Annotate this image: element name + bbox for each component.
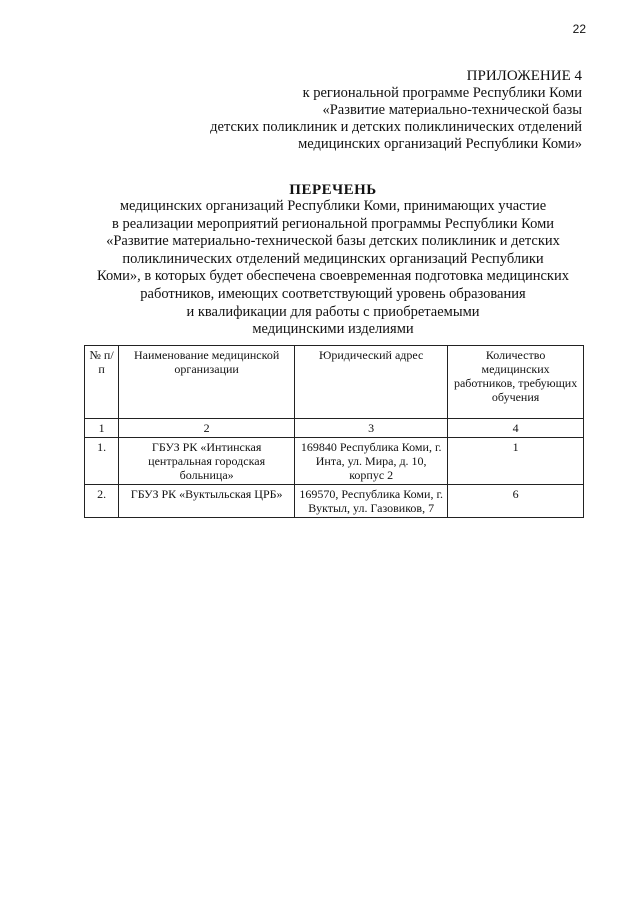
list-line: работников, имеющих соответствующий уровень образования bbox=[140, 285, 526, 302]
list-line: медицинскими изделиями bbox=[252, 321, 414, 338]
row-name: ГБУЗ РК «Интинская центральная городская больница» bbox=[119, 438, 295, 485]
list-line: в реализации мероприятий региональной программы Республики Коми bbox=[111, 215, 555, 232]
list-line: Коми», в которых будет обеспечена своевременная подготовка медицинских bbox=[97, 268, 569, 285]
row-count: 6 bbox=[448, 485, 584, 518]
list-line: «Развитие материально-технической базы детских поликлиник и детских bbox=[106, 233, 560, 250]
row-name: ГБУЗ РК «Вуктыльская ЦРБ» bbox=[119, 485, 295, 518]
column-index: 1 bbox=[85, 419, 119, 438]
appendix-title: ПРИЛОЖЕНИЕ 4 bbox=[466, 68, 582, 84]
row-num: 2. bbox=[85, 485, 119, 518]
list-line: медицинских организаций Республики Коми, принимающих участие bbox=[119, 198, 547, 214]
list-line: поликлинических отделений медицинских организаций Республики bbox=[122, 250, 544, 267]
column-index: 4 bbox=[448, 419, 584, 438]
table-row bbox=[85, 485, 584, 518]
page-number: 22 bbox=[572, 22, 586, 36]
column-index: 3 bbox=[295, 419, 448, 438]
appendix-line: «Развитие материально-технической базы bbox=[322, 102, 582, 118]
appendix-line: медицинских организаций Республики Коми» bbox=[298, 136, 582, 152]
table-index-row bbox=[85, 419, 584, 438]
list-description bbox=[80, 198, 586, 339]
table-header-row bbox=[85, 346, 584, 419]
row-address: 169840 Республика Коми, г. Инта, ул. Мира, д. 10, корпус 2 bbox=[295, 438, 448, 485]
row-count: 1 bbox=[448, 438, 584, 485]
list-line: и квалификации для работы с приобретаемыми bbox=[186, 303, 480, 320]
header-count: Количество медицинских работников, требующих обучения bbox=[448, 346, 584, 419]
header-address: Юридический адрес bbox=[295, 346, 448, 419]
list-title: ПЕРЕЧЕНЬ bbox=[289, 182, 377, 198]
header-num: № п/п bbox=[85, 346, 119, 419]
row-num: 1. bbox=[85, 438, 119, 485]
header-name: Наименование медицинской организации bbox=[119, 346, 295, 419]
organizations-table bbox=[84, 345, 584, 518]
appendix-line: детских поликлиник и детских поликлинических отделений bbox=[210, 119, 582, 135]
table-row bbox=[85, 438, 584, 485]
appendix-line: к региональной программе Республики Коми bbox=[302, 85, 582, 101]
appendix-header bbox=[102, 68, 582, 153]
row-address: 169570, Республика Коми, г. Вуктыл, ул. Газовиков, 7 bbox=[295, 485, 448, 518]
column-index: 2 bbox=[119, 419, 295, 438]
